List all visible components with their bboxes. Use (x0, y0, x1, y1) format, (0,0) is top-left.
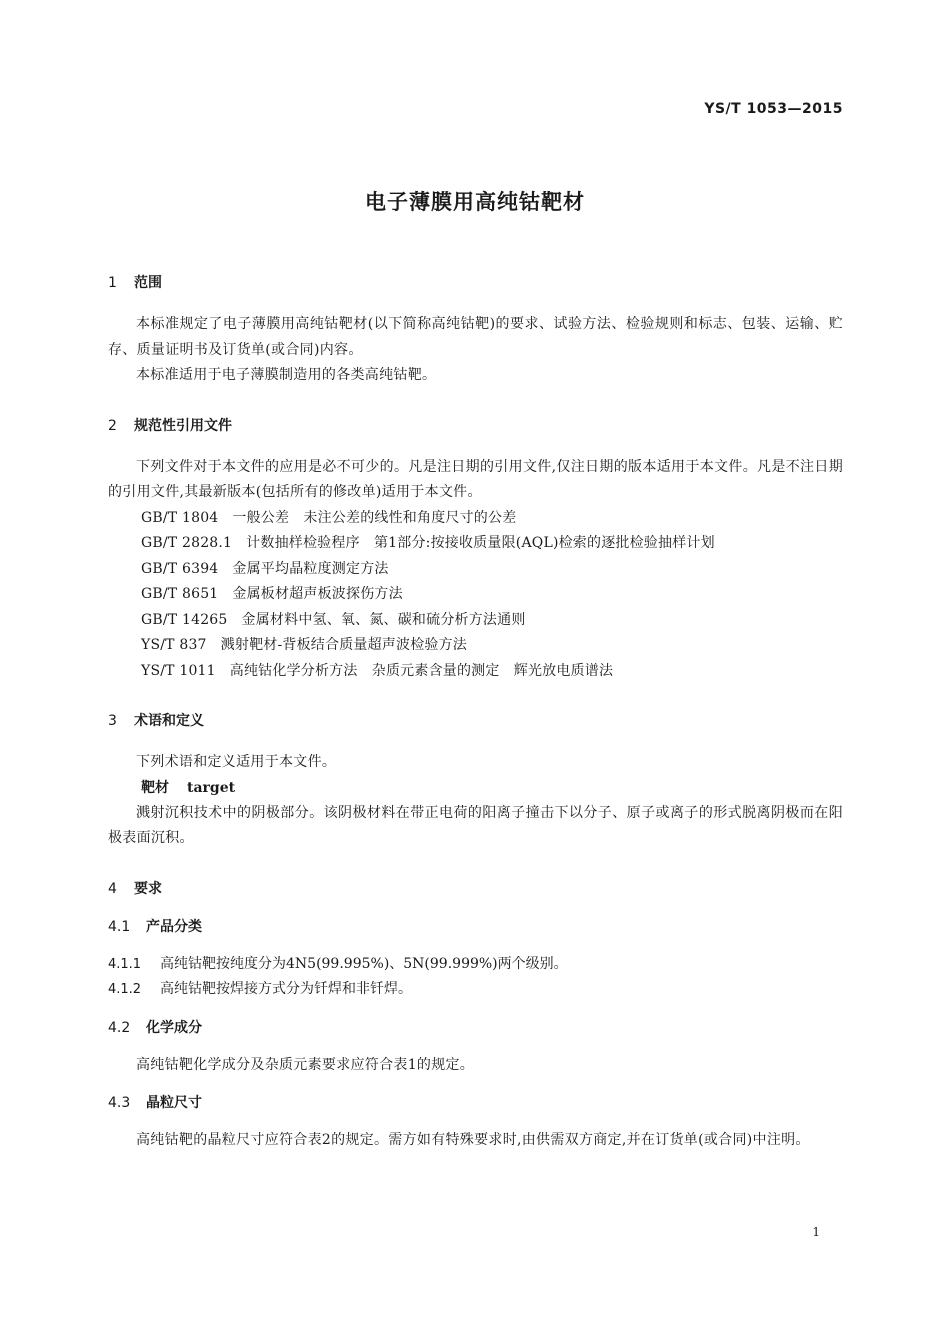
terms-intro: 下列术语和定义适用于本文件。 (136, 754, 337, 770)
chemical-composition-paragraph: 高纯钴靶化学成分及杂质元素要求应符合表1的规定。 (136, 1056, 475, 1073)
reference-code: GB/T 6394 (141, 560, 219, 577)
reference-item (108, 582, 843, 608)
subsection-4-1-heading (108, 914, 843, 940)
section-number: 3 (108, 713, 117, 729)
clause-number: 4.1.1 (108, 956, 142, 972)
section-number: 1 (108, 275, 117, 291)
reference-item (108, 506, 843, 532)
page-number: 1 (812, 1225, 820, 1239)
reference-item (108, 531, 843, 557)
reference-title: 金属材料中氢、氧、氮、碳和硫分析方法通则 (241, 611, 526, 628)
section-title: 范围 (134, 275, 162, 291)
section-number: 2 (108, 417, 117, 434)
clause-4-1-2 (108, 977, 843, 1003)
term-chinese: 靶材 (141, 779, 169, 796)
reference-code: GB/T 14265 (141, 611, 228, 628)
subsection-title: 晶粒尺寸 (146, 1095, 202, 1111)
clause-text: 高纯钴靶按焊接方式分为钎焊和非钎焊。 (160, 981, 412, 997)
standard-code: YS/T 1053—2015 (704, 101, 843, 117)
scope-paragraph-2: 本标准适用于电子薄膜制造用的各类高纯钴靶。 (136, 367, 437, 383)
subsection-4-3-heading (108, 1090, 843, 1116)
reference-item (108, 633, 843, 659)
term-entry (108, 776, 843, 801)
reference-code: YS/T 1011 (141, 662, 216, 679)
grain-size-paragraph: 高纯钴靶的晶粒尺寸应符合表2的规定。需方如有特殊要求时,由供需双方商定,并在订货单(或合同)中注明。 (136, 1132, 810, 1148)
normative-refs-intro: 下列文件对于本文件的应用是必不可少的。凡是注日期的引用文件,仅注日期的版本适用于本文件。凡是不注日期的引用文件,其最新版本(包括所有的修改单)适用于本文件。 (108, 458, 843, 500)
section-title: 要求 (134, 880, 162, 897)
section-title: 规范性引用文件 (134, 417, 232, 434)
subsection-number: 4.2 (108, 1019, 131, 1036)
scope-paragraph-1: 本标准规定了电子薄膜用高纯钴靶材(以下简称高纯钴靶)的要求、试验方法、检验规则和标志、包装、运输、贮存、质量证明书及订货单(或合同)内容。 (108, 316, 843, 358)
reference-code: GB/T 2828.1 (141, 535, 233, 551)
section-title: 术语和定义 (134, 713, 204, 729)
reference-title: 溅射靶材-背板结合质量超声波检验方法 (220, 637, 468, 653)
subsection-title: 化学成分 (146, 1019, 202, 1036)
section-number: 4 (108, 880, 117, 897)
subsection-title: 产品分类 (146, 918, 202, 935)
subsection-number: 4.1 (108, 918, 131, 935)
subsection-4-2-heading (108, 1015, 843, 1041)
reference-item (108, 557, 843, 583)
reference-code: GB/T 8651 (141, 586, 219, 602)
clause-4-1-1 (108, 952, 843, 978)
reference-code: GB/T 1804 (141, 509, 219, 526)
term-definition: 溅射沉积技术中的阴极部分。该阴极材料在带正电荷的阳离子撞击下以分子、原子或离子的形式脱离阴极而在阳极表面沉积。 (108, 804, 843, 846)
clause-number: 4.1.2 (108, 982, 142, 997)
reference-title: 一般公差 未注公差的线性和角度尺寸的公差 (232, 509, 517, 526)
reference-title: 计数抽样检验程序 第1部分:按接收质量限(AQL)检索的逐批检验抽样计划 (246, 535, 715, 551)
reference-title: 金属板材超声板波探伤方法 (232, 586, 403, 602)
section-1-heading (108, 270, 843, 296)
subsection-number: 4.3 (108, 1095, 131, 1111)
document-body (108, 270, 843, 1154)
document-title: 电子薄膜用高纯钴靶材 (365, 190, 585, 214)
reference-item (108, 608, 843, 634)
section-3-heading (108, 708, 843, 734)
clause-text: 高纯钴靶按纯度分为4N5(99.995%)、5N(99.999%)两个级别。 (160, 955, 568, 972)
section-4-heading (108, 876, 843, 902)
section-2-heading (108, 413, 843, 439)
reference-title: 金属平均晶粒度测定方法 (232, 560, 389, 577)
reference-item (108, 659, 843, 685)
reference-code: YS/T 837 (141, 637, 207, 653)
term-english: target (187, 779, 236, 796)
reference-title: 高纯钴化学分析方法 杂质元素含量的测定 辉光放电质谱法 (229, 662, 614, 679)
